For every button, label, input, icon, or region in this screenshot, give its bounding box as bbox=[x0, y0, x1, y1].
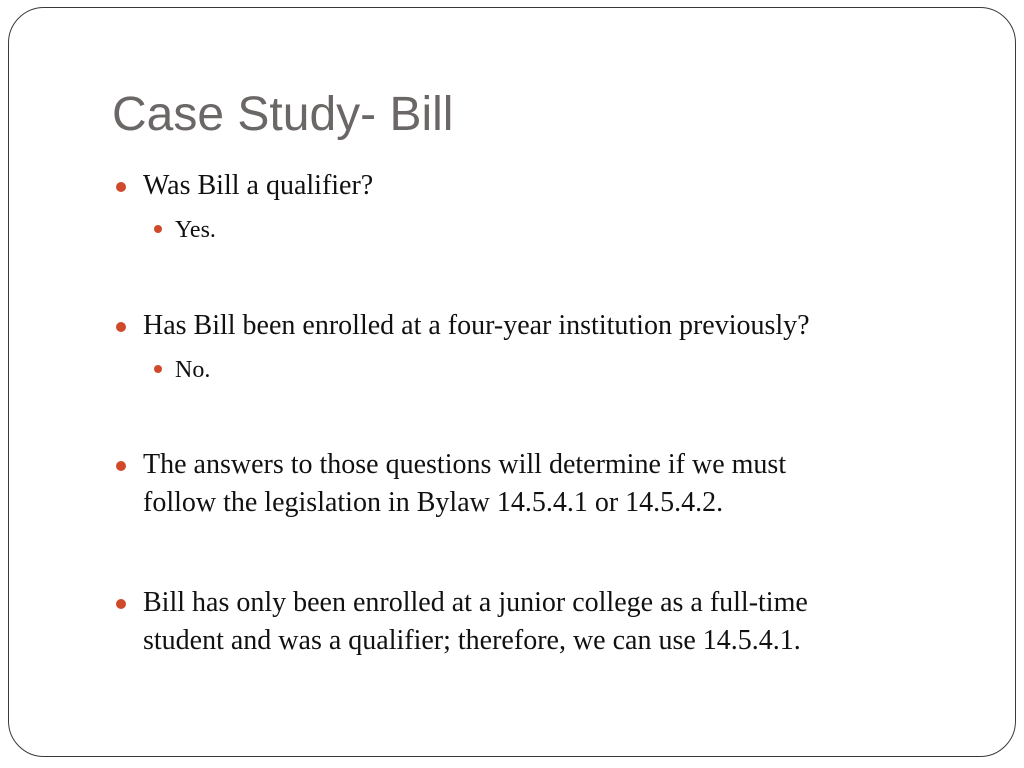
bullet-icon bbox=[116, 182, 126, 192]
bullet-text: Was Bill a qualifier? bbox=[143, 170, 374, 201]
bullet-item bbox=[143, 446, 943, 522]
bullet-icon bbox=[116, 322, 126, 332]
bullet-item bbox=[143, 307, 943, 345]
sub-bullet-icon bbox=[154, 365, 162, 373]
bullet-item bbox=[143, 167, 943, 205]
bullet-icon bbox=[116, 599, 126, 609]
bullet-text-line: Bill has only been enrolled at a junior college as a full-time bbox=[143, 587, 808, 618]
sub-bullet-icon bbox=[154, 225, 162, 233]
bullet-icon bbox=[116, 461, 126, 471]
sub-bullet-text: Yes. bbox=[175, 217, 216, 243]
sub-bullet-item bbox=[175, 355, 875, 385]
bullet-item bbox=[143, 584, 943, 660]
bullet-text: Has Bill been enrolled at a four-year institution previously? bbox=[143, 310, 810, 341]
bullet-text-line: follow the legislation in Bylaw 14.5.4.1 or 14.5.4.2. bbox=[143, 487, 724, 518]
sub-bullet-text: No. bbox=[175, 357, 211, 383]
sub-bullet-item bbox=[175, 215, 875, 245]
bullet-text-line: The answers to those questions will determine if we must bbox=[143, 449, 787, 480]
slide-title: Case Study- Bill bbox=[112, 88, 454, 141]
bullet-text-line: student and was a qualifier; therefore, we can use 14.5.4.1. bbox=[143, 625, 801, 656]
